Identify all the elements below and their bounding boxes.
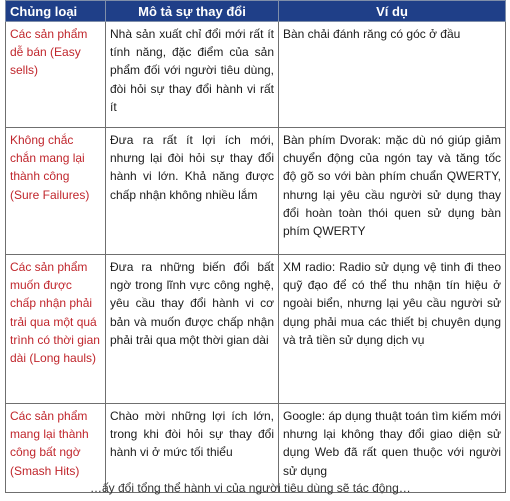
- header-type: Chủng loại: [6, 1, 106, 22]
- table-row: [6, 22, 506, 128]
- table-row: [6, 404, 506, 493]
- footer-text: …ấy đổi tổng thể hành vi của người tiêu dùng sẽ tác động…: [90, 481, 411, 495]
- cell-description: Đưa ra những biến đổi bất ngờ trong lĩnh vực công nghệ, yêu cầu thay đổi hành vi cơ bản và muốn được chấp nhận phải trải qua một thời gian dài: [106, 255, 279, 404]
- cell-example: Bàn phím Dvorak: mặc dù nó giúp giảm chuyển động của ngón tay và tăng tốc độ gõ so với bàn phím chuẩn QWERTY, nhưng lại yêu cầu người sử dụng thay đổi hoàn toàn thói quen sử dụng bàn phím QWERTY: [279, 128, 506, 255]
- cell-type: Các sản phẩm muốn được chấp nhận phải trải qua một quá trình có thời gian dài (Long hauls): [6, 255, 106, 404]
- cut-off-footer-text: [90, 481, 450, 497]
- header-example: Ví dụ: [279, 1, 506, 22]
- cell-example: Bàn chải đánh răng có góc ở đầu: [279, 22, 506, 128]
- cell-type: Các sản phẩm dễ bán (Easy sells): [6, 22, 106, 128]
- cell-description: Nhà sản xuất chỉ đổi mới rất ít tính năng, đặc điểm của sản phẩm đối với người tiêu dùng, đòi hỏi sự thay đổi hành vi rất ít: [106, 22, 279, 128]
- header-description: Mô tả sự thay đổi: [106, 1, 279, 22]
- change-type-table: [5, 0, 506, 493]
- cell-type: Không chắc chắn mang lại thành công (Sure Failures): [6, 128, 106, 255]
- cell-example: Google: áp dụng thuật toán tìm kiếm mới nhưng lại không thay đổi giao diện sử dụng Web đã rất quen thuộc với người sử dụng: [279, 404, 506, 493]
- table-header-row: [6, 1, 506, 22]
- table-row: [6, 255, 506, 404]
- cell-description: Đưa ra rất ít lợi ích mới, nhưng lại đòi hỏi sự thay đổi hành vi lớn. Khả năng được chấp nhận không nhiều lắm: [106, 128, 279, 255]
- cell-example: XM radio: Radio sử dụng vệ tinh đi theo quỹ đạo để có thể thu nhận tín hiệu ở ngoài biển, nhưng lại yêu cầu người sử dụng phải mua các thiết bị chuyên dụng và trả tiền sử dụng dịch vụ: [279, 255, 506, 404]
- table-row: [6, 128, 506, 255]
- cell-description: Chào mời những lợi ích lớn, trong khi đòi hỏi sự thay đổi hành vi ở mức tối thiểu: [106, 404, 279, 493]
- cell-type: Các sản phẩm mang lại thành công bất ngờ (Smash Hits): [6, 404, 106, 493]
